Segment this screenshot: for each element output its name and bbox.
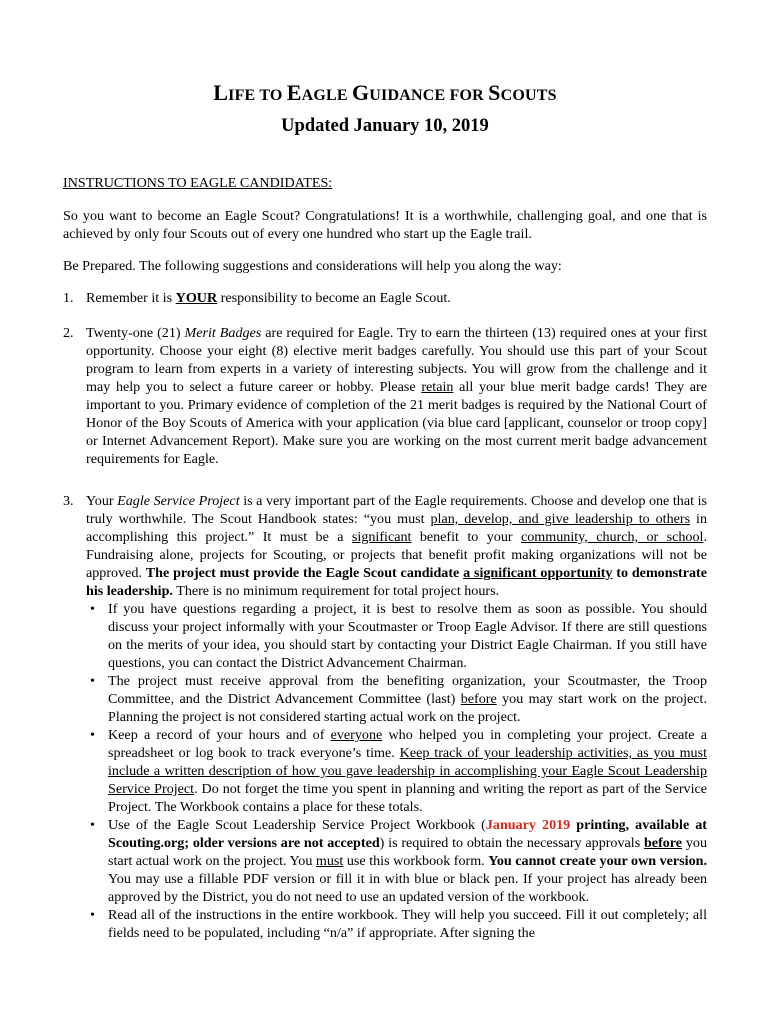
item-number: 2.: [63, 325, 74, 341]
instructions-heading: INSTRUCTIONS TO EAGLE CANDIDATES:: [63, 175, 333, 191]
text: . Do not forget the time you spent in planning and writing the report as part of the Service Project. The Workbook contains a place for these totals.: [108, 781, 707, 815]
text: who helped you in completing your project. Create a spreadsheet or log book to track everyone’s time.: [108, 727, 707, 761]
text: Keep a record of your hours and of: [108, 727, 331, 743]
text: ) is required to obtain the necessary approvals: [379, 835, 644, 851]
bullet-icon: •: [90, 673, 95, 689]
bold-underlined-text: before: [643, 835, 683, 851]
underlined-text: must: [315, 853, 344, 869]
text: Twenty-one (21): [86, 325, 185, 341]
text: are required for Eagle. Try to earn the thirteen (13) required ones at your first opportunity. Choose your eight (8) elective merit badges carefully. You should use this part of your Scout program to learn from experts in a variety of interesting subjects. You will grow from the challenge and it may help you to select a future career or hobby. Please: [86, 325, 707, 395]
text: . Fundraising alone, projects for Scouting, or projects that benefit profit making organizations will not be approved.: [86, 529, 707, 581]
title-part: S: [488, 80, 501, 105]
emphasis-text: Merit Badges: [184, 325, 262, 341]
text: is a very important part of the Eagle requirements. Choose and develop one that is truly worthwhile. The Scout Handbook states: “you must: [86, 493, 707, 527]
text: If you have questions regarding a project, it is best to resolve them as soon as possible. You should discuss your project informally with your Scoutmaster or Troop Eagle Advisor. If there are still questions on the merits of your idea, you should start by contacting your District Eagle Chairman. If you still have questions, you can contact the District Advancement Chairman.: [108, 601, 707, 671]
item-number: 1.: [63, 290, 74, 306]
title-part: L: [213, 80, 229, 105]
text: Remember it is: [86, 290, 176, 306]
list-item-2: [63, 324, 707, 468]
bullet-icon: •: [90, 601, 95, 617]
underlined-text: Keep track of your leadership activities, as you must include a written description of how you gave leadership in accomplishing your Eagle Scout Leadership Service Project: [108, 745, 707, 797]
text: Read all of the instructions in the entire workbook. They will help you succeed. Fill it out completely; all fields need to be populated, including “n/a” if appropriate. After signing the: [108, 907, 707, 941]
bullet-icon: •: [90, 907, 95, 923]
bold-text: The project must provide the Eagle Scout candidate: [145, 565, 464, 581]
text: There is no minimum requirement for total project hours.: [172, 583, 500, 599]
text: You may use a fillable PDF version or fill it in with blue or black pen. If your project has already been approved by the District, you do not need to use an updated version of the workbook.: [108, 871, 707, 905]
intro-paragraph: So you want to become an Eagle Scout? Congratulations! It is a worthwhile, challenging goal, and one that is achieved by only four Scouts out of every one hundred who start up the Eagle trail.: [63, 208, 707, 242]
bullet-item-workbook: [86, 816, 707, 906]
underlined-text: before: [460, 691, 497, 707]
bold-text: to demonstrate his leadership.: [86, 565, 707, 599]
text: The project must receive approval from the benefiting organization, your Scoutmaster, the Troop Committee, and the District Advancement Committee (last): [108, 673, 707, 707]
underlined-text: plan, develop, and give leadership to others: [430, 511, 691, 527]
bullet-icon: •: [90, 817, 95, 833]
emphasis-text: Eagle Service Project: [117, 493, 240, 509]
bullet-icon: •: [90, 727, 95, 743]
text: use this workbook form.: [343, 853, 489, 869]
project-bullets: [86, 600, 707, 942]
page-subtitle: Updated January 10, 2019: [281, 116, 489, 136]
emphasis-text: YOUR: [175, 290, 218, 306]
text: Use of the Eagle Scout Leadership Service Project Workbook (: [108, 817, 486, 833]
page-title: [63, 0, 707, 109]
bold-text: You cannot create your own version.: [488, 853, 707, 869]
title-part: IFE TO: [228, 87, 287, 104]
bullet-item-questions: [86, 600, 707, 672]
guidance-list: [63, 289, 707, 942]
underlined-text: significant: [351, 529, 412, 545]
text: benefit to your: [411, 529, 521, 545]
text: responsibility to become an Eagle Scout.: [217, 290, 451, 306]
underlined-text: community, church, or school: [521, 529, 704, 545]
title-part: COUTS: [500, 87, 557, 104]
text: you may start work on the project. Planning the project is not considered starting actual work on the project.: [108, 691, 707, 725]
title-part: UIDANCE FOR: [369, 87, 489, 104]
highlighted-date: January 2019: [485, 817, 571, 833]
bullet-item-read-instructions: [86, 906, 707, 942]
title-part: G: [351, 80, 370, 105]
underlined-text: retain: [421, 379, 454, 395]
bullet-item-record-hours: [86, 726, 707, 816]
underlined-text: everyone: [330, 727, 383, 743]
bullet-item-approval: [86, 672, 707, 726]
text: you start actual work on the project. You: [108, 835, 707, 869]
text: in accomplishing this project.” It must be a: [86, 511, 707, 545]
bold-text: printing, available at Scouting.org; older versions are not accepted: [108, 817, 707, 851]
list-item-3: [63, 492, 707, 942]
text: Your: [86, 493, 118, 509]
list-item-1: [63, 289, 707, 307]
bold-underlined-text: a significant opportunity: [463, 565, 613, 581]
item-number: 3.: [63, 493, 74, 509]
title-part: AGLE: [301, 87, 352, 104]
intro-paragraph-be-prepared: Be Prepared. The following suggestions and considerations will help you along the way:: [63, 258, 562, 274]
title-part: E: [286, 80, 302, 105]
text: all your blue merit badge cards! They are important to you. Primary evidence of completion of the 21 merit badges is required by the National Court of Honor of the Boy Scouts of America with your application (via blue card [applicant, counselor or troop copy] or Internet Advancement Report). Make sure you are working on the most current merit badge advancement requirements for Eagle.: [86, 379, 707, 467]
